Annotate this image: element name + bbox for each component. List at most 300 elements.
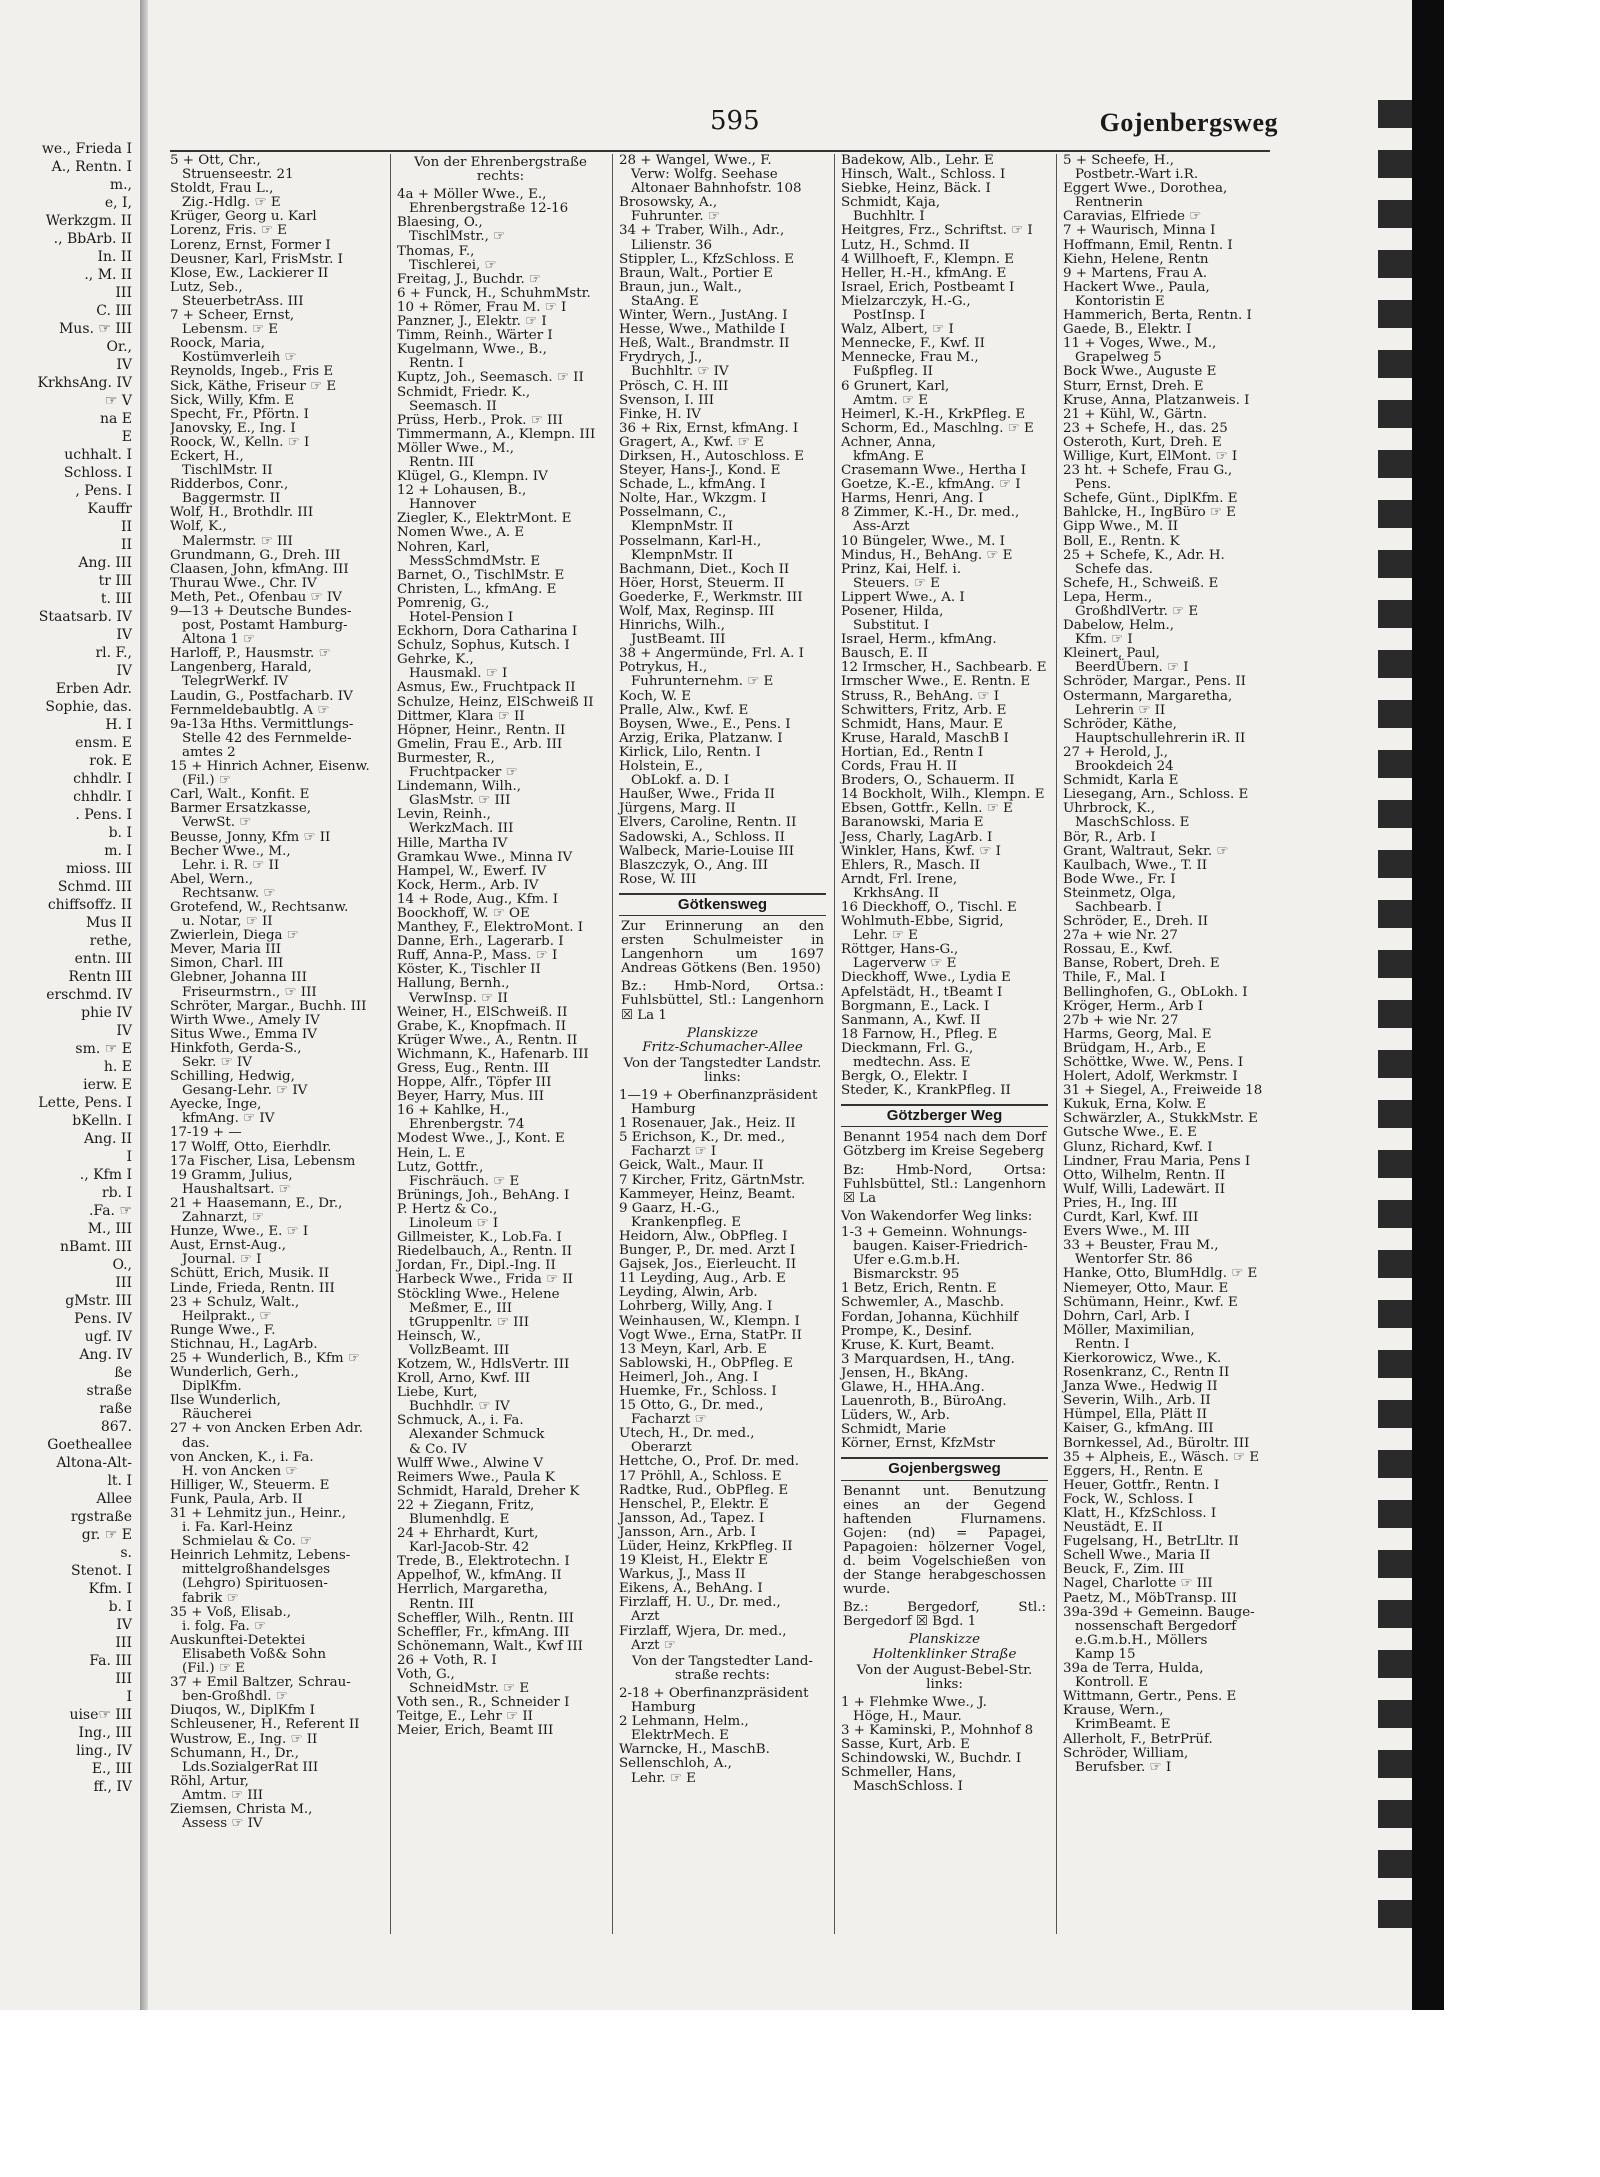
- directory-entry: Hoffmann, Emil, Rentn. I: [1063, 237, 1233, 253]
- directory-entry: Otto, Wilhelm, Rentn. II: [1063, 1167, 1226, 1183]
- directory-entry: Thomas, F., Tischlerei, ☞: [397, 243, 497, 273]
- directory-entry: Mindus, H., BehAng. ☞ E: [841, 547, 1013, 563]
- street-heading: Götzberger Weg: [841, 1104, 1048, 1127]
- left-page-line: Or.,: [106, 339, 132, 355]
- directory-entry: Israel, Erich, Postbeamt I: [841, 279, 1015, 295]
- left-page-line: chhdlr. I: [73, 789, 132, 805]
- directory-entry: Finke, H. IV: [619, 406, 701, 422]
- directory-entry: Heitgres, Frz., Schriftst. ☞ I: [841, 223, 1033, 239]
- directory-entry: Modest Wwe., J., Kont. E: [397, 1131, 565, 1147]
- left-page-line: ugf. IV: [84, 1329, 132, 1345]
- directory-entry: Dieckhoff, Wwe., Lydia E: [841, 970, 1011, 986]
- left-page-line: entn. III: [74, 951, 132, 967]
- directory-entry: Burmester, R., Fruchtpacker ☞: [397, 750, 518, 781]
- left-page-line: IV: [116, 1617, 132, 1633]
- directory-entry: Blaesing, O., TischlMstr., ☞: [397, 215, 506, 245]
- directory-entry: Auskunftei-Detektei Elisabeth Voß& Sohn (Fil.) ☞ E: [170, 1632, 327, 1677]
- left-page-line: I: [126, 1689, 132, 1705]
- directory-entry: Gutsche Wwe., E. E: [1063, 1125, 1197, 1141]
- directory-entry: Boysen, Wwe., E., Pens. I: [619, 716, 791, 732]
- directory-entry: 23 + Schefe, H., das. 25: [1063, 420, 1228, 436]
- directory-entry: Ehlers, R., Masch. II: [841, 857, 981, 873]
- left-page-line: chiffsoffz. II: [47, 897, 132, 913]
- left-page-line: .Fa. ☞: [88, 1203, 132, 1219]
- directory-entry: Crasemann Wwe., Hertha I: [841, 463, 1027, 479]
- directory-entry: Goetze, K.-E., kfmAng. ☞ I: [841, 477, 1021, 493]
- left-page-line: Erben Adr.: [55, 681, 132, 697]
- directory-entry: Heuer, Gottfr., Rentn. I: [1063, 1477, 1220, 1493]
- directory-entry: Reynolds, Ingeb., Fris E: [170, 364, 334, 380]
- directory-entry: Eggert Wwe., Dorothea, Rentnerin: [1063, 181, 1228, 211]
- left-page-line: Allee: [96, 1491, 132, 1507]
- directory-entry: Potrykus, H., Fuhrunternehm. ☞ E: [619, 660, 774, 690]
- left-page-line: Mus II: [85, 915, 132, 931]
- directory-entry: Schmidt, Kaja, Buchhltr. I: [841, 195, 941, 225]
- directory-column-4: [834, 154, 1054, 1934]
- directory-entry: Röttger, Hans-G., Lagerverw ☞ E: [841, 942, 959, 972]
- directory-entry: Gramkau Wwe., Minna IV: [397, 849, 573, 865]
- directory-entry: Lutz, Seb., SteuerbetrAss. III: [170, 279, 304, 309]
- directory-entry: 31 + Siegel, A., Freiweide 18: [1063, 1083, 1263, 1099]
- directory-entry: Asmus, Ew., Fruchtpack II: [397, 680, 576, 696]
- directory-entry: Freitag, J., Buchdr. ☞: [397, 271, 542, 287]
- directory-entry: Bornkessel, Ad., Büroltr. III: [1063, 1435, 1250, 1451]
- directory-entry: 19 Gramm, Julius, Haushaltsart. ☞: [170, 1167, 293, 1197]
- directory-column-1: [170, 154, 382, 1934]
- directory-entry: Harloff, P., Hausmstr. ☞: [170, 646, 331, 662]
- directory-entry: 26 + Voth, R. I: [397, 1652, 497, 1668]
- left-page-line: III: [115, 1671, 132, 1687]
- directory-entry: Wolf, K., Malermstr. ☞ III: [170, 519, 293, 549]
- directory-entry: Gehrke, K., Hausmakl. ☞ I: [397, 652, 508, 682]
- directory-entry: Timmermann, A., Klempn. III: [397, 426, 596, 442]
- directory-entry: Svenson, I. III: [619, 392, 715, 408]
- directory-entry: Posselmann, C., KlempnMstr. II: [619, 505, 734, 535]
- directory-entry: Lohrberg, Willy, Ang. I: [619, 1299, 773, 1315]
- directory-entry: Voth, G., SchneidMstr. ☞ E: [397, 1667, 530, 1697]
- directory-entry: Lippert Wwe., A. I: [841, 589, 965, 605]
- directory-entry: Bunger, P., Dr. med. Arzt I: [619, 1243, 796, 1259]
- left-page-line: ., BbArb. II: [53, 231, 132, 247]
- directory-entry: Evers Wwe., M. III: [1063, 1224, 1190, 1240]
- directory-entry: 35 + Voß, Elisab., i. folg. Fa. ☞: [170, 1604, 292, 1634]
- directory-entry: 25 + Schefe, K., Adr. H. Schefe das.: [1063, 547, 1225, 577]
- directory-entry: Schwitters, Fritz, Arb. E: [841, 702, 1007, 718]
- directory-entry: Dirksen, H., Autoschloss. E: [619, 448, 805, 464]
- directory-entry: 3 Marquardsen, H., tAng.: [841, 1351, 1015, 1367]
- left-page-line: Rentn III: [68, 969, 132, 985]
- directory-entry: Klügel, G., Klempn. IV: [397, 469, 548, 485]
- directory-entry: Boockhoff, W. ☞ OE: [397, 905, 530, 921]
- directory-entry: Schütt, Erich, Musik. II: [170, 1266, 329, 1282]
- directory-entry: Gaede, B., Elektr. I: [1063, 322, 1192, 338]
- directory-entry: Bahlcke, H., IngBüro ☞ E: [1063, 505, 1236, 521]
- left-page-line: ff., IV: [93, 1779, 132, 1795]
- left-page-line: M., III: [87, 1221, 132, 1237]
- directory-entry: Schade, L., kfmAng. I: [619, 477, 766, 493]
- directory-entry: 27 + von Ancken Erben Adr. das.: [170, 1421, 363, 1451]
- street-section-label: Von der Ehrenbergstraße rechts:: [414, 155, 587, 185]
- directory-entry: 5 + Ott, Chr., Struenseestr. 21: [170, 154, 294, 183]
- directory-entry: Köster, K., Tischler II: [397, 962, 541, 978]
- directory-entry: Prüss, Herb., Prok. ☞ III: [397, 412, 563, 428]
- left-page-line: b. I: [108, 825, 132, 841]
- directory-entry: Thurau Wwe., Chr. IV: [170, 575, 317, 591]
- directory-entry: Abel, Wern., Rechtsanw. ☞: [170, 871, 276, 901]
- left-page-line: Fa. III: [89, 1653, 132, 1669]
- street-description: Benannt 1954 nach dem Dorf Götzberg im Kreise Segeberg: [843, 1130, 1046, 1160]
- left-page-line: e, I,: [104, 195, 132, 211]
- directory-entry: Körner, Ernst, KfzMstr: [841, 1436, 996, 1452]
- directory-entry: Sick, Willy, Kfm. E: [170, 392, 295, 408]
- directory-entry: Braun, Walt., Portier E: [619, 265, 773, 281]
- directory-entry: 5 + Scheefe, H., Postbetr.-Wart i.R.: [1063, 154, 1199, 183]
- left-page-line: Altona-Alt-: [56, 1455, 132, 1471]
- directory-entry: Schmidt, Friedr. K., Seemasch. II: [397, 384, 531, 414]
- directory-entry: 4 Willhoeft, F., Klempn. E: [841, 251, 1014, 267]
- left-page-line: . Pens. I: [75, 807, 132, 823]
- directory-entry: Schröder, E., Dreh. II: [1063, 914, 1209, 930]
- directory-entry: Lutz, Gottfr., Fischräuch. ☞ E: [397, 1159, 520, 1189]
- left-page-line: , Pens. I: [75, 483, 132, 499]
- directory-entry: Gajsek, Jos., Eierleucht. II: [619, 1257, 797, 1273]
- directory-entry: 27b + wie Nr. 27: [1063, 1012, 1179, 1028]
- plan-sketch-note: Planskizze Holtenklinker Straße: [872, 1632, 1017, 1662]
- street-heading: Götkensweg: [619, 893, 826, 916]
- directory-entry: Trede, B., Elektrotechn. I: [397, 1554, 570, 1570]
- directory-entry: Winter, Wern., JustAng. I: [619, 308, 788, 324]
- left-page-line: raße: [99, 1401, 132, 1417]
- left-page-line: Ang. IV: [79, 1347, 132, 1363]
- directory-entry: Schindowski, W., Buchdr. I: [841, 1751, 1022, 1767]
- directory-entry: Schümann, Heinr., Kwf. E: [1063, 1294, 1238, 1310]
- directory-entry: Langenberg, Harald, TelegrWerkf. IV: [170, 660, 312, 690]
- directory-entry: Aust, Ernst-Aug., Journal. ☞ I: [170, 1238, 287, 1268]
- directory-entry: Klatt, H., KfzSchloss. I: [1063, 1506, 1217, 1521]
- directory-entry: Schell Wwe., Maria II: [1063, 1548, 1211, 1564]
- directory-entry: Lindner, Frau Maria, Pens I: [1063, 1153, 1251, 1169]
- left-page-line: Lette, Pens. I: [38, 1095, 132, 1111]
- directory-entry: Kirlick, Lilo, Rentn. I: [619, 744, 761, 760]
- directory-entry: Israel, Herm., kfmAng.: [841, 632, 997, 648]
- directory-entry: 7 + Scheer, Ernst, Lebensm. ☞ E: [170, 308, 295, 338]
- directory-entry: Grabe, K., Knopfmach. II: [397, 1018, 566, 1034]
- directory-entry: Eggers, H., Rentn. E: [1063, 1463, 1204, 1479]
- directory-entry: Schröder, William, Berufsber. ☞ I: [1063, 1745, 1189, 1775]
- directory-entry: Elvers, Caroline, Rentn. II: [619, 815, 797, 831]
- left-page-line: E: [121, 429, 132, 445]
- left-page-line: IV: [116, 1023, 132, 1039]
- directory-entry: Linde, Frieda, Rentn. III: [170, 1280, 335, 1296]
- directory-entry: Stöckling Wwe., Helene Meßmer, E., III tGruppenltr. ☞ III: [397, 1286, 560, 1330]
- directory-entry: 24 + Ehrhardt, Kurt, Karl-Jacob-Str. 42: [397, 1526, 539, 1556]
- directory-entry: Teitge, E., Lehr ☞ II: [397, 1709, 533, 1725]
- directory-entry: 27 + Herold, J., Brookdeich 24: [1063, 744, 1174, 775]
- directory-entry: Henschel, P., Elektr. E: [619, 1496, 769, 1512]
- left-page-line: straße: [86, 1383, 132, 1399]
- left-page-line: rl. F.,: [95, 645, 132, 661]
- directory-entry: Holstein, E., ObLokf. a. D. I: [619, 759, 730, 789]
- directory-entry: Bachmann, Diet., Koch II: [619, 561, 790, 577]
- directory-entry: 37 + Emil Baltzer, Schrau- ben-Großhdl. ☞: [170, 1675, 351, 1705]
- directory-entry: Kiehn, Helene, Rentn: [1063, 251, 1209, 267]
- street-description: Bz.: Hmb-Nord, Ortsa.: Fuhlsbüttel, Stl.: Langenhorn ☒ La 1: [621, 979, 824, 1023]
- directory-entry: Scheffler, Fr., kfmAng. III: [397, 1624, 570, 1640]
- directory-entry: Bör, R., Arb. I: [1063, 829, 1156, 845]
- directory-entry: 39a de Terra, Hulda, Kontroll. E: [1063, 1661, 1204, 1691]
- directory-entry: Baranowski, Maria E: [841, 815, 984, 831]
- directory-entry: 31 + Lehmitz jun., Heinr., i. Fa. Karl-Heinz Schmielau & Co. ☞: [170, 1506, 347, 1550]
- left-page-line: H. I: [105, 717, 132, 733]
- directory-entry: Wohlmuth-Ebbe, Sigrid, Lehr. ☞ E: [841, 914, 1004, 944]
- left-page-line: chhdlr. I: [73, 771, 132, 787]
- left-page-line: Schloss. I: [63, 465, 132, 481]
- directory-entry: Thile, F., Mal. I: [1063, 970, 1166, 986]
- directory-entry: Mielzarczyk, H.-G., PostInsp. I: [841, 293, 971, 324]
- directory-entry: Jensen, H., BkAng.: [841, 1365, 969, 1381]
- directory-entry: Voth sen., R., Schneider I: [397, 1695, 570, 1711]
- left-page-line: E., III: [91, 1761, 132, 1777]
- directory-entry: Heimerl, Joh., Ang. I: [619, 1369, 759, 1385]
- directory-entry: Geick, Walt., Maur. II: [619, 1158, 764, 1174]
- left-page-line: III: [115, 1635, 132, 1651]
- directory-columns: [170, 154, 1275, 1934]
- left-page-line: IV: [116, 627, 132, 643]
- directory-entry: Möller, Maximilian, Rentn. I: [1063, 1322, 1195, 1352]
- directory-entry: 2 Lehmann, Helm., ElektrMech. E: [619, 1714, 749, 1744]
- directory-entry: Jansson, Arn., Arb. I: [619, 1524, 756, 1540]
- directory-entry: Herrlich, Margaretha, Rentn. III: [397, 1582, 548, 1612]
- directory-entry: Hinsch, Walt., Schloss. I: [841, 167, 1006, 183]
- directory-entry: 1-3 + Gemeinn. Wohnungs- baugen. Kaiser-Friedrich- Ufer e.G.m.b.H. Bismarckstr. 95: [841, 1224, 1028, 1283]
- left-page-line: Staatsarb. IV: [38, 609, 132, 625]
- directory-entry: 14 + Rode, Aug., Kfm. I: [397, 891, 559, 907]
- directory-entry: Diuqos, W., DiplKfm I: [170, 1703, 315, 1719]
- directory-entry: 6 Grunert, Karl, Amtm. ☞ E: [841, 378, 950, 408]
- directory-entry: Schorm, Ed., Maschlng. ☞ E: [841, 420, 1034, 436]
- directory-entry: Prösch, C. H. III: [619, 378, 729, 394]
- directory-entry: Schröder, Käthe, Hauptschullehrerin iR. II: [1063, 716, 1246, 746]
- directory-entry: Broders, O., Schauerm. II: [841, 773, 1015, 789]
- left-page-line: ☞ V: [104, 393, 132, 409]
- left-page-line: Kfm. I: [88, 1581, 132, 1597]
- directory-entry: Glunz, Richard, Kwf. I: [1063, 1139, 1213, 1155]
- left-page-line: uise☞ III: [69, 1707, 132, 1723]
- directory-entry: Grotefend, W., Rechtsanw. u. Notar, ☞ II: [170, 899, 349, 930]
- left-page-line: In. II: [97, 249, 132, 265]
- directory-entry: Goederke, F., Werkmstr. III: [619, 589, 803, 605]
- directory-entry: Steinmetz, Olga, Sachbearb. I: [1063, 885, 1177, 915]
- directory-entry: Kleinert, Paul, BeerdÜbern. ☞ I: [1063, 646, 1189, 676]
- directory-entry: Simon, Charl. III: [170, 956, 284, 972]
- directory-entry: Ilse Wunderlich, Räucherei: [170, 1393, 281, 1423]
- directory-entry: Hinkfoth, Gerda-S., Sekr. ☞ IV: [170, 1040, 302, 1070]
- directory-entry: Achner, Anna, kfmAng. E: [841, 434, 936, 464]
- directory-entry: Bergk, O., Elektr. I: [841, 1069, 968, 1085]
- directory-entry: Klose, Ew., Lackierer II: [170, 265, 329, 281]
- left-page-line: t. III: [100, 591, 132, 607]
- directory-entry: Lorenz, Fris. ☞ E: [170, 223, 287, 239]
- directory-entry: Harms, Henri, Ang. I: [841, 491, 984, 507]
- directory-entry: Lorenz, Ernst, Former I: [170, 237, 331, 253]
- directory-entry: 34 + Traber, Wilh., Adr., Lilienstr. 36: [619, 223, 785, 253]
- directory-entry: Braun, jun., Walt., StaAng. E: [619, 279, 742, 309]
- directory-entry: 35 + Alpheis, E., Wäsch. ☞ E: [1063, 1449, 1260, 1465]
- page-number: 595: [710, 106, 760, 136]
- directory-entry: Schmidt, Marie: [841, 1422, 947, 1438]
- left-page-line: Ang. III: [78, 555, 132, 571]
- directory-entry: Schmuck, A., i. Fa. Alexander Schmuck & Co. IV: [397, 1413, 545, 1457]
- directory-entry: Schröter, Margar., Buchh. III: [170, 998, 367, 1014]
- directory-entry: Ayecke, Inge, kfmAng. ☞ IV: [170, 1097, 275, 1127]
- directory-entry: 14 Bockholt, Wilh., Klempn. E: [841, 787, 1045, 803]
- directory-entry: Dieckmann, Frl. G., medtechn. Ass. E: [841, 1040, 974, 1070]
- directory-entry: Sellenschloh, A., Lehr. ☞ E: [619, 1756, 732, 1786]
- directory-entry: Badekow, Alb., Lehr. E: [841, 154, 994, 168]
- directory-entry: 12 Irmscher, H., Sachbearb. E: [841, 660, 1047, 676]
- directory-entry: Mever, Maria III: [170, 942, 282, 958]
- directory-entry: Frydrych, J., Buchhltr. ☞ IV: [619, 350, 729, 380]
- directory-entry: Jansson, Ad., Tapez. I: [619, 1510, 765, 1526]
- directory-entry: Kroll, Arno, Kwf. III: [397, 1371, 531, 1387]
- directory-entry: Weinhausen, W., Klempn. I: [619, 1313, 800, 1329]
- directory-entry: Kotzem, W., HdlsVertr. III: [397, 1356, 570, 1372]
- street-description: Bz.: Bergedorf, Stl.: Bergedorf ☒ Bgd. 1: [843, 1600, 1046, 1630]
- directory-entry: Meth, Pet., Ofenbau ☞ IV: [170, 589, 342, 605]
- directory-entry: 9 + Martens, Frau A.: [1063, 265, 1208, 281]
- directory-entry: 9 Gaarz, H.-G., Krankenpfleg. E: [619, 1200, 741, 1230]
- directory-entry: 21 + Kühl, W., Gärtn.: [1063, 406, 1208, 422]
- directory-entry: 1 Betz, Erich, Rentn. E: [841, 1281, 997, 1297]
- directory-entry: Lindemann, Wilh., GlasMstr. ☞ III: [397, 779, 521, 809]
- directory-entry: Uhrbrock, K., MaschSchloss. E: [1063, 801, 1190, 831]
- page-title: Gojenbergsweg: [1099, 108, 1278, 137]
- directory-entry: Dohrn, Carl, Arb. I: [1063, 1308, 1190, 1324]
- directory-entry: Heß, Walt., Brandmstr. II: [619, 336, 790, 352]
- directory-entry: Gmelin, Frau E., Arb. III: [397, 736, 563, 752]
- directory-entry: Deusner, Karl, FrisMstr. I: [170, 251, 343, 267]
- directory-entry: Glebner, Johanna III Friseurmstrn., ☞ III: [170, 970, 317, 1000]
- directory-entry: Pralle, Alw., Kwf. E: [619, 702, 749, 718]
- left-page-line: Schmd. III: [57, 879, 132, 895]
- street-section-label: Von der August-Bebel-Str. links:: [856, 1662, 1033, 1692]
- left-page-line: Werkzgm. II: [45, 213, 132, 229]
- left-page-line: bKelln. I: [72, 1113, 132, 1129]
- directory-entry: 36 + Rix, Ernst, kfmAng. I: [619, 420, 799, 436]
- directory-entry: 15 Otto, G., Dr. med., Facharzt ☞: [619, 1398, 764, 1428]
- directory-entry: 25 + Wunderlich, B., Kfm ☞: [170, 1350, 360, 1366]
- left-page-line: KrkhsAng. IV: [37, 375, 132, 391]
- street-description: Bz: Hmb-Nord, Ortsa: Fuhlsbüttel, Stl.: Langenhorn ☒ La: [843, 1162, 1046, 1206]
- directory-entry: Hettche, O., Prof. Dr. med.: [619, 1454, 799, 1470]
- directory-entry: Heller, H.-H., kfmAng. E: [841, 265, 1007, 281]
- directory-entry: Danne, Erh., Lagerarb. I: [397, 934, 564, 950]
- directory-entry: Beyer, Harry, Mus. III: [397, 1089, 545, 1105]
- left-page-line: III: [115, 285, 132, 301]
- directory-entry: Hortian, Ed., Rentn I: [841, 744, 984, 760]
- left-page-line: gMstr. III: [65, 1293, 132, 1309]
- directory-entry: Funk, Paula, Arb. II: [170, 1491, 303, 1507]
- directory-entry: Neustädt, E. II: [1063, 1520, 1163, 1536]
- directory-entry: Harbeck Wwe., Frida ☞ II: [397, 1272, 573, 1288]
- left-page-line: tr III: [98, 573, 132, 589]
- directory-entry: Stoldt, Frau L., Zig.-Hdlg. ☞ E: [170, 181, 281, 211]
- directory-entry: Bock Wwe., Auguste E: [1063, 364, 1217, 380]
- directory-entry: 17 Wolff, Otto, Eierhdlr.: [170, 1139, 332, 1155]
- directory-entry: Warncke, H., MaschB.: [619, 1742, 770, 1758]
- directory-column-5: [1056, 154, 1275, 1934]
- directory-entry: Schumann, H., Dr., Lds.SozialgerRat III: [170, 1745, 319, 1775]
- directory-entry: Fernmeldebaubtlg. A ☞: [170, 702, 330, 718]
- directory-entry: Heidorn, Alw., ObPfleg. I: [619, 1228, 788, 1244]
- page-edge-marks: [1378, 100, 1412, 1980]
- directory-entry: Vogt Wwe., Erna, StatPr. II: [619, 1327, 802, 1343]
- directory-entry: Hille, Martha IV: [397, 835, 508, 851]
- directory-entry: Timm, Reinh., Wärter I: [397, 328, 553, 344]
- directory-entry: Niemeyer, Otto, Maur. E: [1063, 1280, 1229, 1296]
- directory-entry: Boll, E., Rentn. K: [1063, 533, 1180, 549]
- left-page-line: m. I: [104, 843, 132, 859]
- directory-entry: Brosowsky, A., Fuhrunter. ☞: [619, 195, 720, 225]
- directory-entry: 23 ht. + Schefe, Frau G., Pens.: [1063, 463, 1233, 493]
- directory-entry: Firzlaff, H. U., Dr. med., Arzt: [619, 1595, 781, 1625]
- directory-entry: Hoppe, Alfr., Töpfer III: [397, 1075, 552, 1091]
- plan-sketch-note: Planskizze Fritz-Schumacher-Allee: [642, 1025, 803, 1055]
- directory-entry: Stippler, L., KfzSchloss. E: [619, 251, 794, 267]
- directory-entry: Banse, Robert, Dreh. E: [1063, 956, 1220, 972]
- directory-entry: Ziegler, K., ElektrMont. E: [397, 511, 572, 527]
- directory-entry: Wulf, Willi, Ladewärt. II: [1063, 1181, 1225, 1197]
- directory-entry: Schulz, Sophus, Kutsch. I: [397, 638, 570, 654]
- street-description: Benannt unt. Benutzung eines an der Gegend haftenden Flurnamens. Gojen: (nd) = Papagei, Papagoien: hölzerner Vogel, d. beim Vogelschießen von der Stange herabgeschossen wurde.: [843, 1483, 1046, 1598]
- directory-entry: Janovsky, E., Ing. I: [170, 420, 296, 436]
- directory-entry: Hackert Wwe., Paula, Kontoristin E: [1063, 279, 1210, 309]
- directory-entry: Curdt, Karl, Kwf. III: [1063, 1210, 1199, 1226]
- directory-entry: Kruse, Harald, MaschB I: [841, 730, 1009, 746]
- directory-entry: Struss, R., BehAng. ☞ I: [841, 688, 1000, 704]
- directory-entry: Jordan, Fr., Dipl.-Ing. II: [397, 1258, 556, 1274]
- directory-entry: Koch, W. E: [619, 688, 692, 704]
- directory-entry: Borgmann, E., Lack. I: [841, 998, 990, 1014]
- left-page-line: IV: [116, 357, 132, 373]
- directory-entry: Mennecke, Frau M., Fußpfleg. II: [841, 350, 979, 380]
- left-page-line: ße: [114, 1365, 132, 1381]
- directory-entry: 2-18 + Oberfinanzpräsident Hamburg: [619, 1685, 809, 1716]
- directory-entry: Heimerl, K.-H., KrkPfleg. E: [841, 406, 1026, 422]
- directory-entry: Irmscher Wwe., E. Rentn. E: [841, 674, 1031, 690]
- directory-entry: Kruse, K. Kurt, Beamt.: [841, 1337, 995, 1353]
- book-gutter: [140, 0, 148, 2010]
- left-page-line: Stenot. I: [70, 1563, 132, 1579]
- directory-entry: Lüders, W., Arb.: [841, 1408, 950, 1424]
- directory-entry: Blaszczyk, O., Ang. III: [619, 857, 768, 873]
- directory-entry: Reimers Wwe., Paula K: [397, 1469, 555, 1485]
- directory-entry: Schwärzler, A., StukkMstr. E: [1063, 1111, 1258, 1127]
- directory-entry: Pries, H., Ing. III: [1063, 1195, 1178, 1211]
- directory-entry: 6 + Funck, H., SchuhmMstr.: [397, 285, 591, 301]
- directory-column-2: [390, 154, 610, 1934]
- left-page-line: Mus. ☞ III: [58, 321, 132, 337]
- left-page-line: Goetheallee: [47, 1437, 132, 1453]
- directory-entry: Schefe, H., Schweiß. E: [1063, 575, 1219, 591]
- directory-entry: Warkus, J., Mass II: [619, 1567, 746, 1583]
- directory-entry: 38 + Angermünde, Frl. A. I: [619, 646, 804, 662]
- street-section-label: Von der Tangstedter Land- straße rechts:: [632, 1653, 813, 1683]
- street-section-label: Von der Tangstedter Landstr. links:: [623, 1055, 822, 1085]
- left-page-line: 867.: [100, 1419, 132, 1435]
- directory-entry: Lutz, H., Schmd. II: [841, 237, 970, 253]
- directory-entry: Nagel, Charlotte ☞ III: [1063, 1576, 1213, 1592]
